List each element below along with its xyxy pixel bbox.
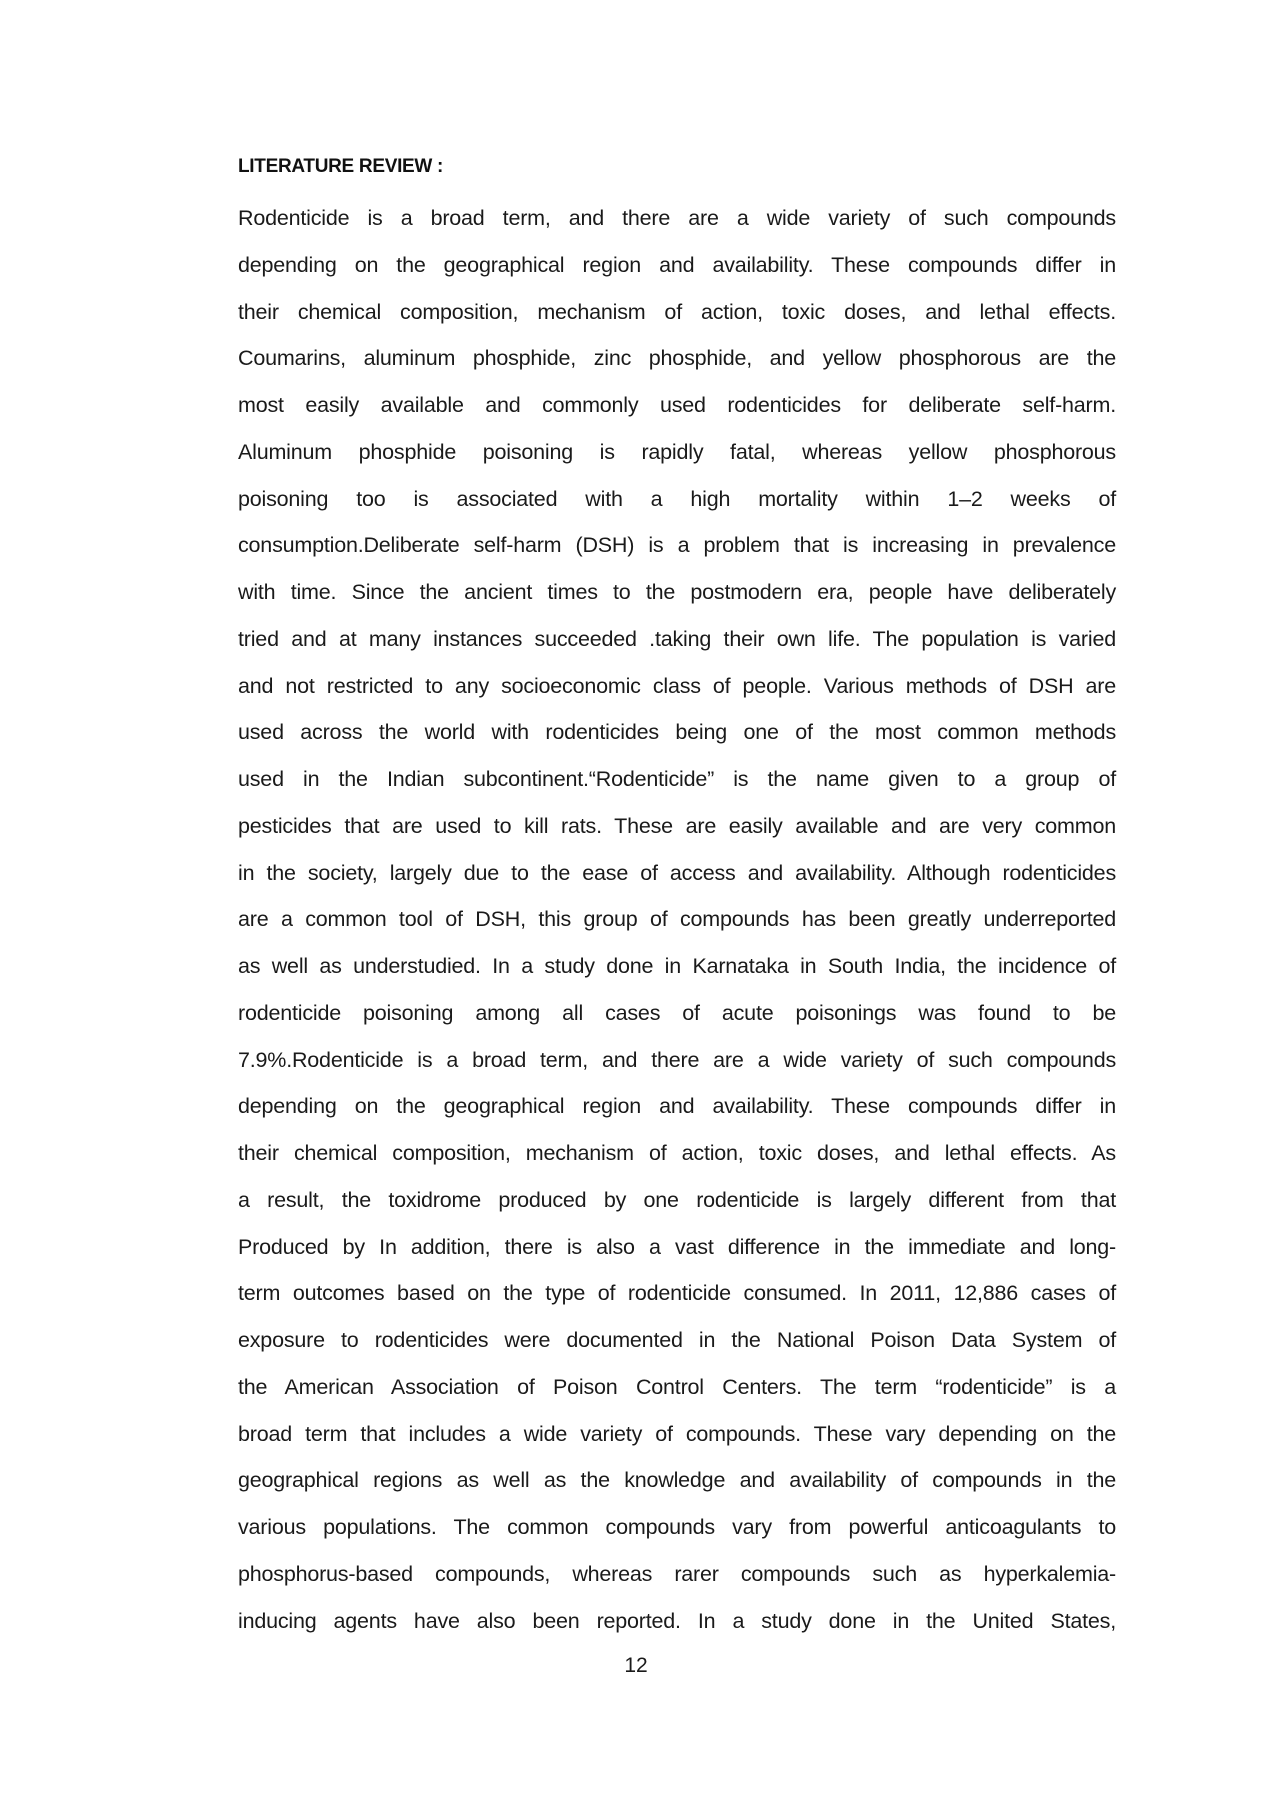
text-line: their chemical composition, mechanism of action, toxic doses, and lethal effects. bbox=[238, 299, 1116, 324]
text-line: various populations. The common compounds vary from powerful anticoagulants to bbox=[238, 1515, 1116, 1539]
text-line: Aluminum phosphide poisoning is rapidly fatal, whereas yellow phosphorous bbox=[238, 439, 1116, 464]
text-line: phosphorus-based compounds, whereas rarer compounds such as hyperkalemia- bbox=[238, 1561, 1116, 1586]
text-line: are a common tool of DSH, this group of compounds has been greatly underreported bbox=[238, 907, 1116, 932]
text-line: as well as understudied. In a study done in Karnataka in South India, the incidence of bbox=[238, 954, 1116, 978]
text-line: depending on the geographical region and availability. These compounds differ in bbox=[238, 1094, 1116, 1119]
body-text bbox=[238, 201, 1116, 1650]
text-line: with time. Since the ancient times to the postmodern era, people have deliberately bbox=[238, 580, 1116, 604]
text-line: term outcomes based on the type of rodenticide consumed. In 2011, 12,886 cases of bbox=[238, 1281, 1116, 1306]
text-line: a result, the toxidrome produced by one rodenticide is largely different from that bbox=[238, 1187, 1116, 1212]
text-line: broad term that includes a wide variety of compounds. These vary depending on the bbox=[238, 1421, 1116, 1446]
text-line: inducing agents have also been reported. In a study done in the United States, bbox=[238, 1608, 1116, 1633]
text-line: 7.9%.Rodenticide is a broad term, and there are a wide variety of such compounds bbox=[238, 1047, 1116, 1072]
text-line: and not restricted to any socioeconomic class of people. Various methods of DSH are bbox=[238, 673, 1116, 698]
text-line: rodenticide poisoning among all cases of acute poisonings was found to be bbox=[238, 1000, 1116, 1025]
text-line: most easily available and commonly used rodenticides for deliberate self-harm. bbox=[238, 393, 1116, 417]
text-line: used in the Indian subcontinent.“Rodenticide” is the name given to a group of bbox=[238, 767, 1116, 791]
text-line: Produced by In addition, there is also a vast difference in the immediate and long- bbox=[238, 1234, 1116, 1259]
text-line: poisoning too is associated with a high mortality within 1–2 weeks of bbox=[238, 486, 1116, 511]
text-line: pesticides that are used to kill rats. These are easily available and are very common bbox=[238, 813, 1116, 838]
text-line: in the society, largely due to the ease of access and availability. Although rodenticides bbox=[238, 860, 1116, 885]
text-line: Coumarins, aluminum phosphide, zinc phosphide, and yellow phosphorous are the bbox=[238, 346, 1116, 371]
text-line: used across the world with rodenticides being one of the most common methods bbox=[238, 720, 1116, 745]
section-heading: LITERATURE REVIEW : bbox=[238, 156, 444, 177]
page-number: 12 bbox=[624, 1654, 648, 1677]
text-line: tried and at many instances succeeded .taking their own life. The population is varied bbox=[238, 626, 1116, 651]
text-line: Rodenticide is a broad term, and there are a wide variety of such compounds bbox=[238, 206, 1116, 230]
text-line: consumption.Deliberate self-harm (DSH) is a problem that is increasing in prevalence bbox=[238, 533, 1116, 558]
text-line: exposure to rodenticides were documented in the National Poison Data System of bbox=[238, 1328, 1116, 1352]
text-line: geographical regions as well as the knowledge and availability of compounds in the bbox=[238, 1468, 1116, 1493]
text-line: depending on the geographical region and availability. These compounds differ in bbox=[238, 252, 1116, 277]
text-line: the American Association of Poison Control Centers. The term “rodenticide” is a bbox=[238, 1374, 1116, 1399]
text-line: their chemical composition, mechanism of action, toxic doses, and lethal effects. As bbox=[238, 1141, 1116, 1165]
